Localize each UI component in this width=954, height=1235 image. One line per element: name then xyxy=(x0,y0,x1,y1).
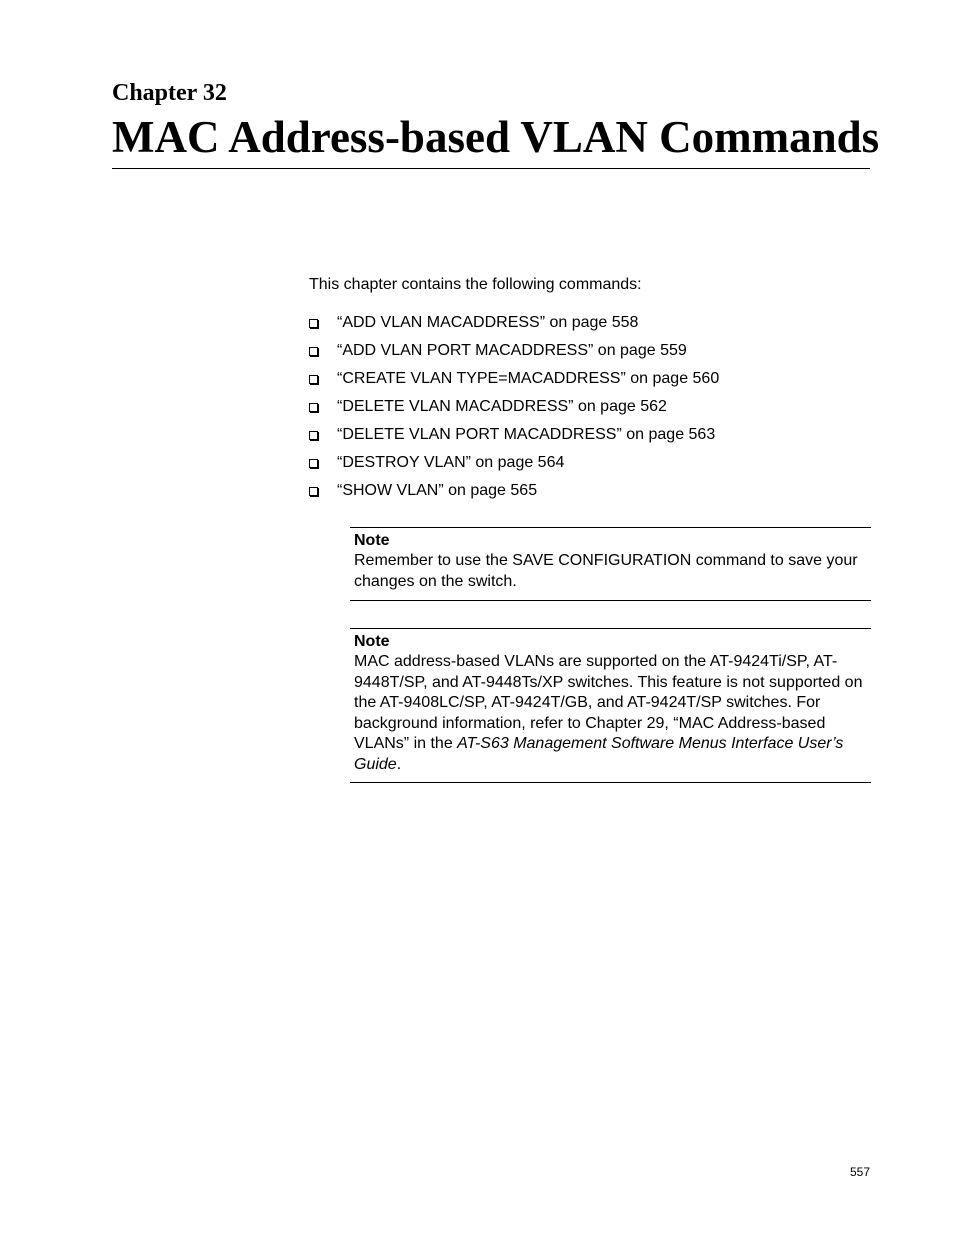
title-rule xyxy=(112,168,870,169)
checkbox-bullet-icon xyxy=(309,319,318,328)
chapter-label: Chapter 32 xyxy=(112,80,227,106)
chapter-title: MAC Address-based VLAN Commands xyxy=(112,112,880,162)
list-item xyxy=(309,397,719,425)
checkbox-bullet-icon xyxy=(309,375,318,384)
checkbox-bullet-icon xyxy=(309,403,318,412)
note-save-configuration xyxy=(350,527,871,601)
command-link[interactable]: “DELETE VLAN PORT MACADDRESS” on page 563 xyxy=(337,426,716,443)
list-item xyxy=(309,341,719,369)
page-number: 557 xyxy=(849,1165,870,1179)
checkbox-bullet-icon xyxy=(309,459,318,468)
note-body-text: MAC address-based VLANs are supported on the AT-9424Ti/SP, AT-9448T/SP, and AT-9448Ts/XP switches. This feature is not supported on the AT-9408LC/SP, AT-9424T/GB, and AT-9424T/SP switches. For background information, refer to Chapter 29, “MAC Address-based VLANs” in the xyxy=(354,653,863,752)
note-supported-switches xyxy=(350,628,871,783)
command-link[interactable]: “CREATE VLAN TYPE=MACADDRESS” on page 560 xyxy=(337,370,720,387)
list-item xyxy=(309,453,719,481)
note-body: Remember to use the SAVE CONFIGURATION command to save your changes on the switch. xyxy=(354,552,858,590)
command-link[interactable]: “DELETE VLAN MACADDRESS” on page 562 xyxy=(337,398,667,415)
list-item xyxy=(309,481,719,509)
note-body xyxy=(354,652,867,775)
intro-text: This chapter contains the following commands: xyxy=(309,276,642,293)
checkbox-bullet-icon xyxy=(309,347,318,356)
checkbox-bullet-icon xyxy=(309,431,318,440)
list-item xyxy=(309,369,719,397)
command-link[interactable]: “ADD VLAN MACADDRESS” on page 558 xyxy=(337,314,639,331)
command-link[interactable]: “ADD VLAN PORT MACADDRESS” on page 559 xyxy=(337,342,687,359)
command-list xyxy=(309,313,719,509)
checkbox-bullet-icon xyxy=(309,487,318,496)
list-item xyxy=(309,425,719,453)
command-link[interactable]: “DESTROY VLAN” on page 564 xyxy=(337,454,565,471)
note-body-end: . xyxy=(396,755,402,773)
list-item xyxy=(309,313,719,341)
guide-title: AT-S63 Management Software Menus Interface User’s Guide xyxy=(354,735,844,773)
command-link[interactable]: “SHOW VLAN” on page 565 xyxy=(337,482,538,499)
note-heading: Note xyxy=(354,633,390,650)
note-heading: Note xyxy=(354,532,390,549)
